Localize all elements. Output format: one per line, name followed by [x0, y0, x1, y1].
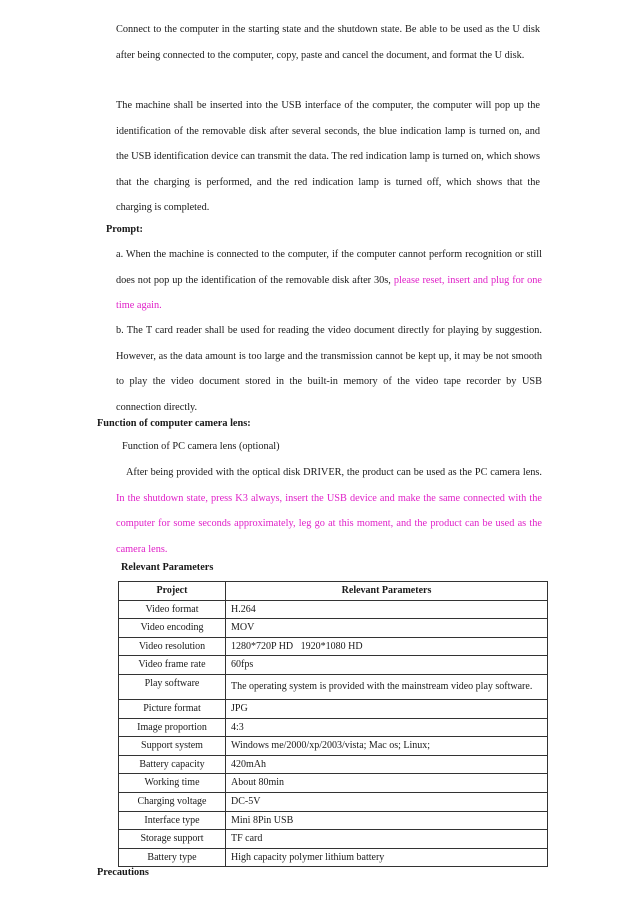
camera-highlight: In the shutdown state, press K3 always, insert the USB device and make the same connected with the computer for some seconds approximately, leg go at this moment, and the product can be used as the camera lens. — [116, 492, 542, 555]
table-row — [119, 637, 548, 656]
prompt-item-a — [116, 242, 542, 319]
value-cell: MOV — [226, 619, 548, 638]
prompt-a-text: a. When the machine is connected to the computer, if the computer cannot perform recognition or still does not pop up the identification of the removable disk after 30s, — [116, 249, 542, 286]
project-cell: Image proportion — [119, 718, 226, 737]
project-cell: Battery capacity — [119, 755, 226, 774]
value-cell: About 80min — [226, 774, 548, 793]
table-row — [119, 718, 548, 737]
camera-subheading: Function of PC camera lens (optional) — [122, 441, 280, 452]
col-params-header: Relevant Parameters — [226, 582, 548, 601]
project-cell: Picture format — [119, 699, 226, 718]
usb-paragraph-1: Connect to the computer in the starting state and the shutdown state. Be able to be used as the U disk after being connected to the computer, copy, paste and cancel the document, and format the U disk. — [116, 24, 540, 61]
table-row — [119, 656, 548, 675]
project-cell: Video encoding — [119, 619, 226, 638]
table-row — [119, 600, 548, 619]
precautions-heading: Precautions — [97, 867, 149, 878]
table-row — [119, 774, 548, 793]
project-cell: Working time — [119, 774, 226, 793]
params-heading: Relevant Parameters — [121, 562, 214, 573]
table-row — [119, 619, 548, 638]
value-cell: Mini 8Pin USB — [226, 811, 548, 830]
value-cell: High capacity polymer lithium battery — [226, 848, 548, 867]
value-cell: 4:3 — [226, 718, 548, 737]
value-cell: DC-5V — [226, 792, 548, 811]
project-cell: Play software — [119, 674, 226, 699]
table-row — [119, 811, 548, 830]
table-row — [119, 792, 548, 811]
col-project-header: Project — [119, 582, 226, 601]
project-cell: Storage support — [119, 830, 226, 849]
project-cell: Video format — [119, 600, 226, 619]
value-cell: 1280*720P HD 1920*1080 HD — [226, 637, 548, 656]
params-table — [118, 581, 548, 867]
prompt-item-b: b. The T card reader shall be used for reading the video document directly for playing by suggestion. However, as the data amount is too large and the transmission cannot be kept up, it may be not smooth to play the video document stored in the built-in memory of the video tape recorder by USB connection directly. — [116, 325, 542, 413]
project-cell: Charging voltage — [119, 792, 226, 811]
prompt-heading: Prompt: — [106, 224, 143, 235]
project-cell: Video frame rate — [119, 656, 226, 675]
value-cell: TF card — [226, 830, 548, 849]
project-cell: Battery type — [119, 848, 226, 867]
usb-paragraph-2: The machine shall be inserted into the USB interface of the computer, the computer will pop up the identification of the removable disk after several seconds, the blue indication lamp is turned on, and the USB identification device can transmit the data. The red indication lamp is turned on, which shows that the charging is performed, and the red indication lamp is turned off, which shows that the charging is completed. — [116, 100, 540, 213]
table-row — [119, 755, 548, 774]
project-cell: Interface type — [119, 811, 226, 830]
value-cell: 60fps — [226, 656, 548, 675]
prompt-a-highlight: please reset, insert and plug for one time again. — [116, 274, 542, 311]
project-cell: Support system — [119, 737, 226, 756]
table-row — [119, 699, 548, 718]
camera-heading: Function of computer camera lens: — [97, 418, 251, 429]
value-cell: H.264 — [226, 600, 548, 619]
table-row — [119, 848, 548, 867]
value-cell: The operating system is provided with the mainstream video play software. — [226, 674, 548, 699]
params-header-row — [119, 582, 548, 601]
table-row — [119, 674, 548, 699]
value-cell: JPG — [226, 699, 548, 718]
camera-text: After being provided with the optical disk DRIVER, the product can be used as the PC camera lens. — [126, 467, 542, 478]
project-cell: Video resolution — [119, 637, 226, 656]
value-cell: Windows me/2000/xp/2003/vista; Mac os; Linux; — [226, 737, 548, 756]
value-cell: 420mAh — [226, 755, 548, 774]
table-row — [119, 830, 548, 849]
table-row — [119, 737, 548, 756]
camera-paragraph — [116, 460, 542, 562]
